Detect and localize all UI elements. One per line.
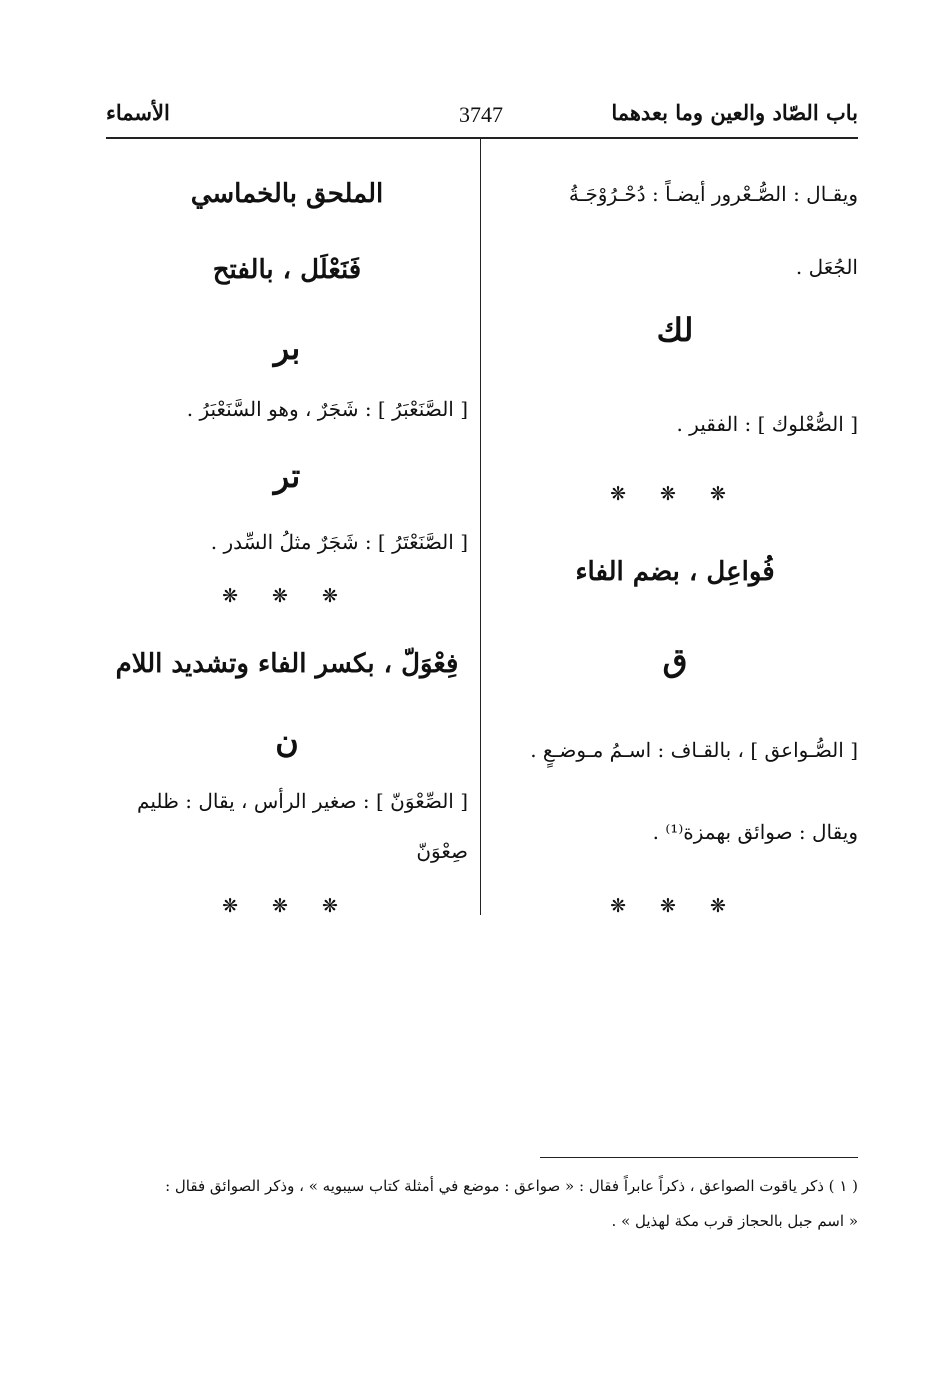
section-title: الأسماء (106, 100, 170, 125)
root-heading: ن (275, 722, 299, 760)
entry-line: صِعْوَنّ (416, 839, 468, 863)
section-heading: فَنَعْلَل ، بالفتح (212, 255, 362, 285)
section-heading: فِعْوَلّ ، بكسر الفاء وتشديد اللام (115, 649, 459, 679)
entry-line: ويقال : صوائق بهمزة⁽¹⁾ . (652, 820, 858, 844)
header-rule (106, 137, 858, 139)
separator-stars: ❋ ❋ ❋ (222, 585, 352, 607)
entry-line: [ الصَّنَعْبَرُ ] : شَجَرٌ ، وهو السَّنَعْبَرُ . (186, 397, 468, 421)
root-heading: بر (273, 329, 301, 367)
column-divider (480, 139, 481, 915)
footnote-line: « اسم جبل بالحجاز قرب مكة لهذيل » . (611, 1212, 858, 1230)
entry-line: [ الصَّنَعْتَرُ ] : شَجَرٌ مثلُ السِّدر . (210, 530, 468, 554)
footnote-rule (540, 1157, 858, 1158)
section-heading: الملحق بالخماسي (190, 179, 384, 209)
root-heading: تر (273, 457, 301, 495)
separator-stars: ❋ ❋ ❋ (610, 895, 740, 917)
page-number: 3747 (459, 102, 503, 127)
root-heading: لك (656, 311, 694, 349)
entry-line: [ الصُّـواعق ] ، بالقـاف : اسـمُ مـوضـعٍ . (530, 738, 858, 762)
entry-line: الجُعَل . (795, 255, 858, 279)
entry-line: [ الصِّعْوَنّ ] : صغير الرأس ، يقال : ظليم (137, 789, 468, 813)
entry-line: ويقـال : الصُّـعْرور أيضـاً : دُحْـرُوْجَـةُ (568, 182, 858, 206)
root-heading: ق (662, 641, 688, 679)
separator-stars: ❋ ❋ ❋ (222, 895, 352, 917)
entry-line: [ الصُّعْلوك ] : الفقير . (676, 412, 858, 436)
separator-stars: ❋ ❋ ❋ (610, 483, 740, 505)
chapter-title: باب الصّاد والعين وما بعدهما (611, 100, 858, 125)
section-heading: فُواعِل ، بضم الفاء (575, 557, 775, 587)
page-header (106, 96, 858, 136)
footnote-line: ( ١ ) ذكر ياقوت الصواعق ، ذكراً عابراً فقال : « صواعق : موضع في أمثلة كتاب سيبويه » ، وذكر الصوائق فقال : (165, 1177, 858, 1195)
